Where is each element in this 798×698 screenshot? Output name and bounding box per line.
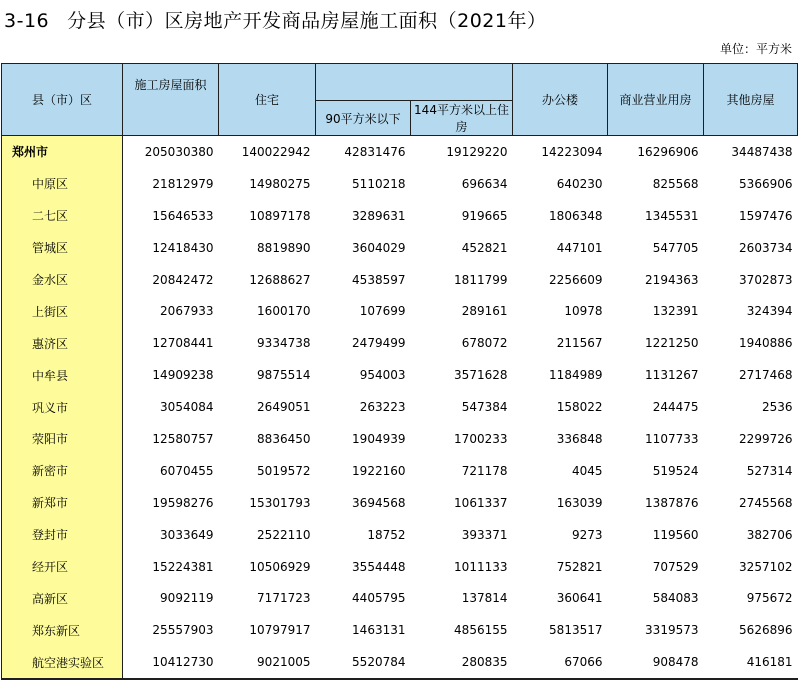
- table-row: [2, 264, 798, 296]
- header-other: 其他房屋: [704, 64, 798, 136]
- total-cell: 15224381: [152, 559, 214, 574]
- table-row: [2, 168, 798, 200]
- under90-cell: 3554448: [352, 559, 406, 574]
- office-cell: 640230: [556, 176, 603, 191]
- header-office: 办公楼: [513, 64, 608, 136]
- region-name-cell: 中牟县: [2, 359, 123, 391]
- total-cell: 12418430: [152, 240, 214, 255]
- table-row: [2, 487, 798, 519]
- page-title: [4, 6, 546, 33]
- other-cell: 2299726: [739, 431, 793, 446]
- commercial-cell: 3319573: [645, 623, 699, 638]
- commercial-cell: 707529: [652, 559, 699, 574]
- other-cell: 416181: [704, 646, 798, 679]
- residential-cell: 10506929: [249, 559, 311, 574]
- table-row: [2, 455, 798, 487]
- total-cell: 2067933: [160, 304, 214, 319]
- region-name-cell: 郑东新区: [2, 614, 123, 646]
- commercial-cell: 244475: [652, 400, 699, 415]
- table-row: [2, 646, 798, 679]
- under90-cell: 954003: [359, 368, 406, 383]
- over144-cell: 4856155: [454, 623, 508, 638]
- under90-cell: 1922160: [352, 463, 406, 478]
- residential-cell: 8836450: [257, 431, 311, 446]
- residential-cell: 140022942: [219, 136, 316, 168]
- over144-cell: 393371: [461, 527, 508, 542]
- office-cell: 10978: [564, 304, 603, 319]
- total-cell: 9092119: [160, 591, 214, 606]
- over144-cell: 547384: [461, 400, 508, 415]
- other-cell: 1940886: [739, 336, 793, 351]
- table-row: [2, 423, 798, 455]
- total-cell: 12708441: [152, 336, 214, 351]
- table-row: [2, 391, 798, 423]
- office-cell: 360641: [556, 591, 603, 606]
- commercial-cell: 119560: [652, 527, 699, 542]
- unit-label: 单位：平方米: [719, 42, 792, 56]
- region-name-cell: 航空港实验区: [2, 646, 123, 679]
- header-under90: 90平方米以下: [316, 101, 411, 136]
- office-cell: 752821: [556, 559, 603, 574]
- table-row: [2, 295, 798, 327]
- commercial-cell: 1345531: [645, 208, 699, 223]
- under90-cell: 107699: [359, 304, 406, 319]
- total-cell: 20842472: [152, 272, 214, 287]
- table-row: [2, 200, 798, 232]
- under90-cell: 4405795: [352, 591, 406, 606]
- header-region: 县（市）区: [2, 64, 123, 136]
- under90-cell: 3604029: [352, 240, 406, 255]
- total-cell: 14909238: [152, 368, 214, 383]
- over144-cell: 280835: [411, 646, 513, 679]
- office-cell: 163039: [556, 495, 603, 510]
- total-cell: 3054084: [160, 400, 214, 415]
- office-cell: 1806348: [549, 208, 603, 223]
- office-cell: 2256609: [549, 272, 603, 287]
- data-table: [1, 63, 798, 680]
- under90-cell: 42831476: [316, 136, 411, 168]
- region-name-cell: 荥阳市: [2, 423, 123, 455]
- office-cell: 67066: [513, 646, 608, 679]
- commercial-cell: 908478: [608, 646, 704, 679]
- header-over144: 144平方米以上住房: [411, 101, 513, 136]
- other-cell: 527314: [746, 463, 793, 478]
- table-row: [2, 232, 798, 264]
- region-name-cell: 高新区: [2, 582, 123, 614]
- total-cell: 6070455: [160, 463, 214, 478]
- office-cell: 5813517: [549, 623, 603, 638]
- total-cell: 19598276: [152, 495, 214, 510]
- under90-cell: 3289631: [352, 208, 406, 223]
- over144-cell: 1011133: [454, 559, 508, 574]
- other-cell: 3257102: [739, 559, 793, 574]
- over144-cell: 3571628: [454, 368, 508, 383]
- table-row: [2, 519, 798, 551]
- commercial-cell: 1131267: [645, 368, 699, 383]
- region-name-cell: 中原区: [2, 168, 123, 200]
- commercial-cell: 1107733: [645, 431, 699, 446]
- over144-cell: 137814: [461, 591, 508, 606]
- table-row: [2, 327, 798, 359]
- region-name-cell: 二七区: [2, 200, 123, 232]
- other-cell: 2536: [761, 400, 793, 415]
- residential-cell: 15301793: [249, 495, 311, 510]
- region-name-cell: 巩义市: [2, 391, 123, 423]
- region-name-cell: 上街区: [2, 295, 123, 327]
- residential-cell: 7171723: [257, 591, 311, 606]
- residential-cell: 1600170: [257, 304, 311, 319]
- commercial-cell: 519524: [652, 463, 699, 478]
- table-body: [2, 136, 798, 680]
- region-name-cell: 新密市: [2, 455, 123, 487]
- region-name-cell: 惠济区: [2, 327, 123, 359]
- under90-cell: 263223: [359, 400, 406, 415]
- residential-cell: 10897178: [249, 208, 311, 223]
- commercial-cell: 2194363: [645, 272, 699, 287]
- total-cell: 3033649: [160, 527, 214, 542]
- residential-cell: 8819890: [257, 240, 311, 255]
- table-title: 分县（市）区房地产开发商品房屋施工面积（2021年）: [67, 10, 547, 32]
- region-name-cell: 经开区: [2, 551, 123, 583]
- under90-cell: 2479499: [352, 336, 406, 351]
- region-name-cell: 金水区: [2, 264, 123, 296]
- office-cell: 447101: [556, 240, 603, 255]
- other-cell: 975672: [746, 591, 793, 606]
- residential-cell: 2522110: [257, 527, 311, 542]
- commercial-cell: 584083: [652, 591, 699, 606]
- commercial-cell: 16296906: [608, 136, 704, 168]
- residential-cell: 2649051: [257, 400, 311, 415]
- residential-cell: 9334738: [257, 336, 311, 351]
- other-cell: 34487438: [704, 136, 798, 168]
- region-name-cell: 新郑市: [2, 487, 123, 519]
- residential-cell: 14980275: [249, 176, 311, 191]
- region-name-cell: 管城区: [2, 232, 123, 264]
- other-cell: 5366906: [739, 176, 793, 191]
- commercial-cell: 547705: [652, 240, 699, 255]
- residential-cell: 10797917: [249, 623, 311, 638]
- commercial-cell: 825568: [652, 176, 699, 191]
- total-cell: 12580757: [152, 431, 214, 446]
- region-name-cell: 郑州市: [2, 136, 123, 168]
- residential-cell: 9021005: [219, 646, 316, 679]
- over144-cell: 919665: [461, 208, 508, 223]
- office-cell: 9273: [571, 527, 603, 542]
- other-cell: 5626896: [739, 623, 793, 638]
- office-cell: 4045: [571, 463, 603, 478]
- other-cell: 2745568: [739, 495, 793, 510]
- table-number: 3-16: [4, 10, 50, 32]
- residential-cell: 12688627: [249, 272, 311, 287]
- residential-cell: 9875514: [257, 368, 311, 383]
- total-cell: 205030380: [123, 136, 219, 168]
- over144-cell: 696634: [461, 176, 508, 191]
- header-residential: 住宅: [219, 64, 316, 136]
- over144-cell: 678072: [461, 336, 508, 351]
- header-total: 施工房屋面积: [123, 64, 219, 136]
- other-cell: 324394: [746, 304, 793, 319]
- under90-cell: 4538597: [352, 272, 406, 287]
- over144-cell: 721178: [461, 463, 508, 478]
- over144-cell: 19129220: [411, 136, 513, 168]
- other-cell: 3702873: [739, 272, 793, 287]
- office-cell: 336848: [556, 431, 603, 446]
- total-cell: 15646533: [152, 208, 214, 223]
- commercial-cell: 1221250: [645, 336, 699, 351]
- over144-cell: 289161: [461, 304, 508, 319]
- table-header: [2, 64, 798, 136]
- other-cell: 2603734: [739, 240, 793, 255]
- office-cell: 158022: [556, 400, 603, 415]
- table-row: [2, 614, 798, 646]
- table-row: [2, 551, 798, 583]
- header-residential-group: [316, 64, 513, 101]
- under90-cell: 5110218: [352, 176, 406, 191]
- commercial-cell: 1387876: [645, 495, 699, 510]
- over144-cell: 1700233: [454, 431, 508, 446]
- other-cell: 2717468: [739, 368, 793, 383]
- under90-cell: 1904939: [352, 431, 406, 446]
- header-commercial: 商业营业用房: [608, 64, 704, 136]
- other-cell: 1597476: [739, 208, 793, 223]
- under90-cell: 3694568: [352, 495, 406, 510]
- over144-cell: 1811799: [454, 272, 508, 287]
- office-cell: 211567: [556, 336, 603, 351]
- total-cell: 25557903: [152, 623, 214, 638]
- over144-cell: 452821: [461, 240, 508, 255]
- table-row: [2, 136, 798, 168]
- total-cell: 10412730: [123, 646, 219, 679]
- table-row: [2, 359, 798, 391]
- region-name-cell: 登封市: [2, 519, 123, 551]
- under90-cell: 18752: [367, 527, 406, 542]
- total-cell: 21812979: [152, 176, 214, 191]
- under90-cell: 1463131: [352, 623, 406, 638]
- table-row: [2, 582, 798, 614]
- under90-cell: 5520784: [316, 646, 411, 679]
- over144-cell: 1061337: [454, 495, 508, 510]
- commercial-cell: 132391: [652, 304, 699, 319]
- office-cell: 14223094: [513, 136, 608, 168]
- other-cell: 382706: [746, 527, 793, 542]
- residential-cell: 5019572: [257, 463, 311, 478]
- office-cell: 1184989: [549, 368, 603, 383]
